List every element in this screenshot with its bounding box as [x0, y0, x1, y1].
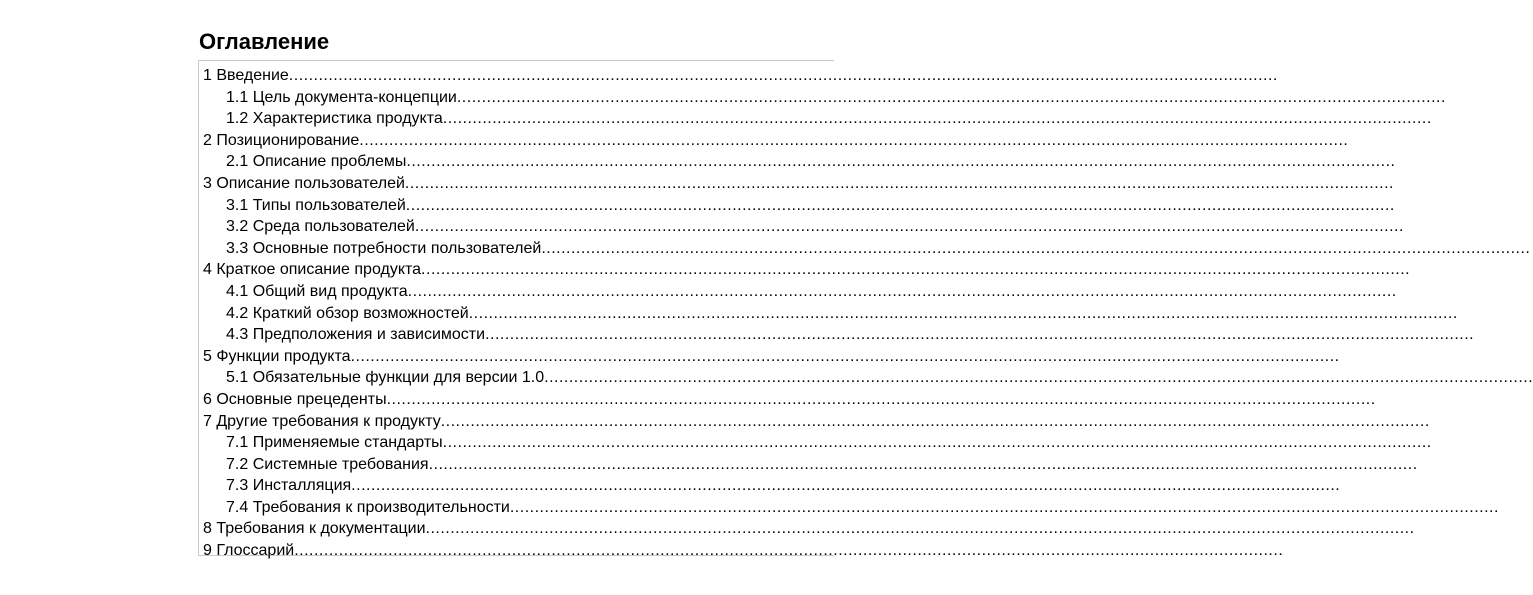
- toc-entry-title: 4 Краткое описание продукта: [203, 261, 422, 279]
- toc-entry-title: 3.2 Среда пользователей: [226, 218, 415, 236]
- toc-entry[interactable]: [203, 108, 1432, 130]
- toc-entry-title: 3.1 Типы пользователей: [226, 196, 406, 214]
- dot-leader: ........................................................................................................................................................................................................: [288, 67, 1278, 84]
- dot-leader: ........................................................................................................................................................................................................: [359, 131, 1349, 149]
- toc-entry[interactable]: [203, 518, 1415, 540]
- toc-entry[interactable]: [203, 346, 1340, 368]
- toc-entry[interactable]: [203, 151, 1396, 173]
- toc-heading: Оглавление: [199, 29, 330, 54]
- dot-leader: ........................................................................................................................................................................................................: [404, 174, 1394, 192]
- toc-entry-title: 6 Основные прецеденты: [203, 390, 387, 408]
- dot-leader: ........................................................................................................................................................................................................: [350, 347, 1340, 365]
- dot-leader: ........................................................................................................................................................................................................: [407, 282, 1397, 300]
- toc-entry-title: 5.1 Обязательные функции для версии 1.0: [226, 369, 545, 387]
- toc-entry-title: 7.2 Системные требования: [226, 455, 429, 473]
- toc-entry-title: 9 Глоссарий: [203, 542, 295, 560]
- toc-entry[interactable]: [203, 238, 1531, 260]
- dot-leader: ........................................................................................................................................................................................................: [468, 304, 1458, 322]
- dot-leader: ........................................................................................................................................................................................................: [294, 542, 1284, 560]
- dot-leader: ........................................................................................................................................................................................................: [428, 455, 1418, 473]
- dot-leader: ........................................................................................................................................................................................................: [406, 153, 1396, 171]
- toc-entry[interactable]: [203, 87, 1446, 109]
- dot-leader: ........................................................................................................................................................................................................: [509, 498, 1499, 516]
- dot-leader: ........................................................................................................................................................................................................: [442, 110, 1432, 128]
- dot-leader: ........................................................................................................................................................................................................: [386, 390, 1376, 408]
- dot-leader: ........................................................................................................................................................................................................: [440, 412, 1430, 430]
- toc-entry-title: 4.3 Предположения и зависимости: [226, 326, 486, 344]
- dot-leader: ........................................................................................................................................................................................................: [414, 218, 1404, 236]
- toc-entry[interactable]: [203, 324, 1475, 346]
- toc-entry[interactable]: [203, 389, 1376, 411]
- toc-entry[interactable]: [203, 367, 1533, 389]
- toc-entry[interactable]: [203, 454, 1418, 476]
- dot-leader: ........................................................................................................................................................................................................: [351, 477, 1341, 495]
- toc-entry[interactable]: [203, 259, 1411, 281]
- dot-leader: ........................................................................................................................................................................................................: [544, 369, 1533, 387]
- toc-entry-title: 8 Требования к документации: [203, 520, 426, 538]
- toc-entry[interactable]: [203, 173, 1394, 195]
- toc-entry[interactable]: [203, 216, 1404, 238]
- toc-entry[interactable]: [203, 497, 1499, 519]
- toc-entry-title: 4.1 Общий вид продукта: [226, 282, 408, 300]
- toc-entry-title: 7 Другие требования к продукту: [203, 412, 441, 430]
- dot-leader: ........................................................................................................................................................................................................: [485, 326, 1475, 344]
- toc-entry-title: 4.2 Краткий обзор возможностей: [226, 304, 469, 322]
- toc-entry[interactable]: [203, 303, 1458, 325]
- toc-entry[interactable]: [203, 432, 1432, 454]
- dot-leader: ........................................................................................................................................................................................................: [425, 520, 1415, 538]
- toc-entry-title: 3 Описание пользователей: [203, 174, 405, 192]
- dot-leader: ........................................................................................................................................................................................................: [456, 88, 1446, 106]
- dot-leader: ........................................................................................................................................................................................................: [442, 434, 1432, 452]
- toc-entry-title: 2 Позиционирование: [203, 131, 360, 149]
- toc-entry[interactable]: [203, 540, 1284, 562]
- dot-leader: ........................................................................................................................................................................................................: [541, 239, 1531, 257]
- toc-entry-title: 3.3 Основные потребности пользователей: [226, 239, 542, 257]
- toc-entry-title: 7.1 Применяемые стандарты: [226, 434, 443, 452]
- toc-entry-title: 1.2 Характеристика продукта: [226, 110, 443, 128]
- dot-leader: ........................................................................................................................................................................................................: [405, 196, 1395, 214]
- toc-entry-title: 5 Функции продукта: [203, 347, 351, 365]
- toc-entries-list: [198, 60, 1533, 560]
- toc-entry-title: 7.3 Инсталляция: [226, 477, 352, 495]
- toc-entry[interactable]: [203, 281, 1397, 303]
- toc-entry[interactable]: [203, 195, 1395, 217]
- dot-leader: ........................................................................................................................................................................................................: [421, 261, 1411, 279]
- toc-entry[interactable]: [203, 130, 1349, 152]
- table-of-contents: [198, 28, 1533, 560]
- toc-entry-title: 7.4 Требования к производительности: [226, 498, 510, 516]
- toc-entry-title: 2.1 Описание проблемы: [226, 153, 407, 171]
- toc-entry[interactable]: [203, 411, 1430, 433]
- toc-entry-title: 1 Введение: [203, 67, 289, 84]
- toc-entry[interactable]: [203, 475, 1341, 497]
- toc-entry-title: 1.1 Цель документа-концепции: [226, 88, 457, 106]
- toc-entry[interactable]: [203, 65, 1278, 87]
